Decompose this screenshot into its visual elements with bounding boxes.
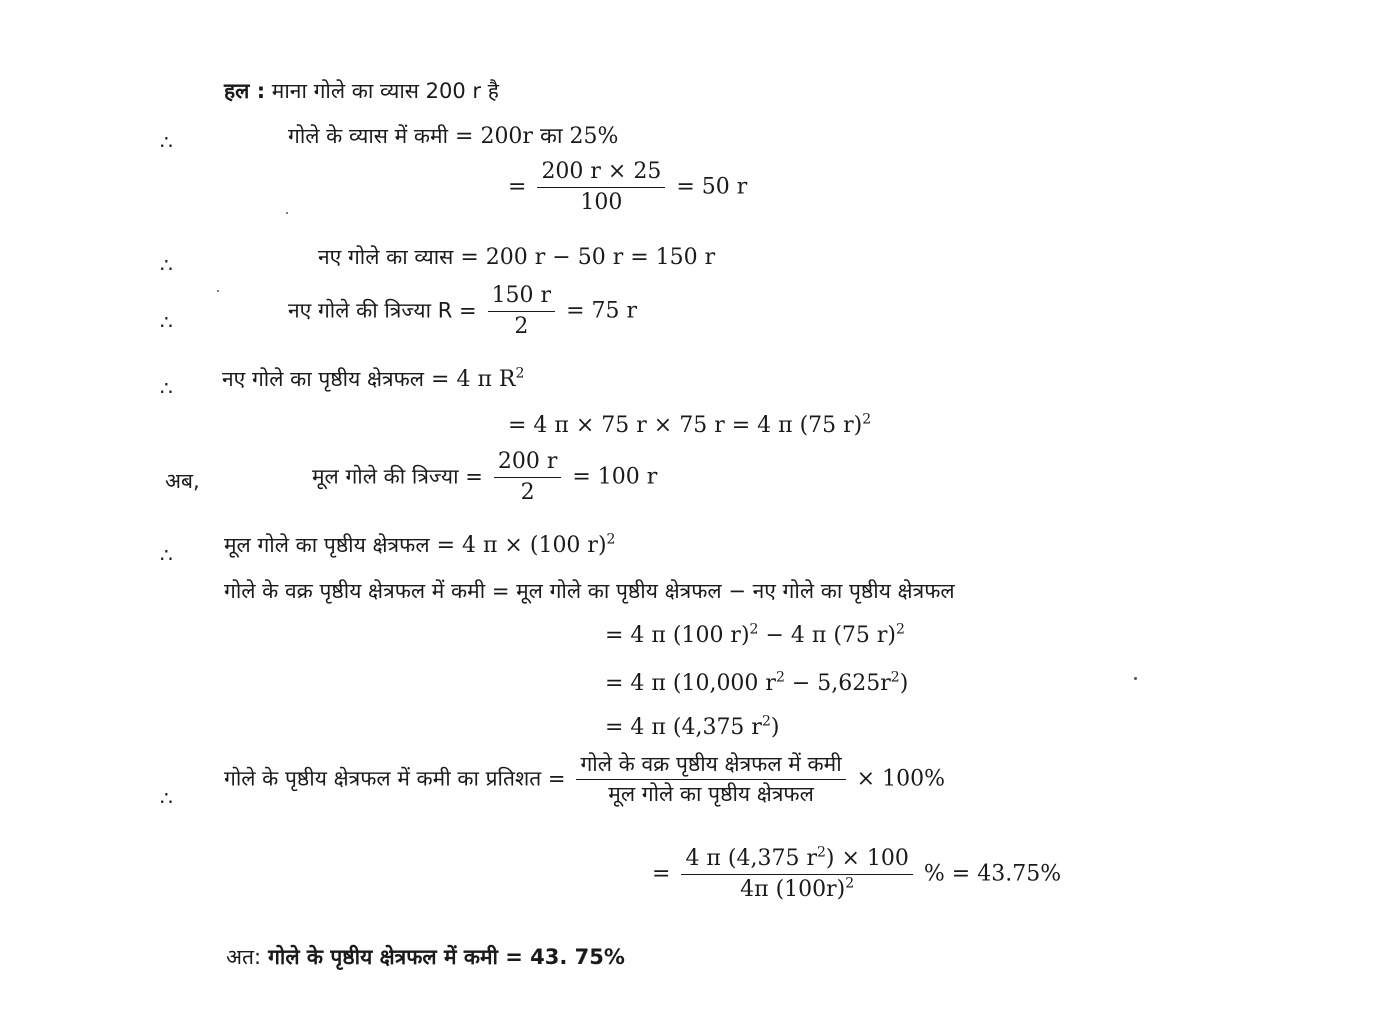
therefore-symbol: ∴	[160, 310, 173, 334]
fraction: $\frac{200 r}{2}$	[494, 450, 562, 505]
now-label: अब,	[165, 469, 200, 493]
step-new-diameter: नए गोले का व्यास = 200 r − 50 r = 150 r	[318, 245, 716, 270]
step-original-radius: मूल गोले की त्रिज्या = $\frac{200 r}{2}$ = 100 r	[312, 449, 658, 506]
step-difference-result: = 4 π (4,375 $r^2$)	[605, 713, 780, 740]
step-new-surface-area: नए गोले का पृष्ठीय क्षेत्रफल = 4 π $R^2$	[222, 365, 525, 392]
intro-text: माना गोले का व्यास 200 r है	[271, 79, 499, 103]
fraction: $\frac{150 r}{2}$	[488, 284, 556, 339]
scan-speck	[217, 290, 219, 292]
step-difference: = 4 π (100 r)$^2$ − 4 π (75 r)$^2$	[605, 621, 905, 648]
final-answer: अत: गोले के पृष्ठीय क्षेत्रफल में कमी = 43. 75%	[226, 945, 625, 969]
fraction: $\frac{4 \pi (4,375 r^2) \times 100}{4\pi (100r)^2}$	[681, 847, 912, 902]
solution-intro	[224, 80, 499, 103]
step-new-radius: नए गोले की त्रिज्या R = $\frac{150 r}{2}$ = 75 r	[288, 283, 638, 340]
solution-label: हल :	[224, 79, 266, 103]
therefore-symbol: ∴	[160, 543, 173, 567]
step-percentage-value: = $\frac{4 \pi (4,375 r^2) \times 100}{4\pi (100r)^2}$ % = 43.75%	[652, 844, 1062, 903]
therefore-symbol: ∴	[160, 130, 173, 154]
therefore-symbol: ∴	[160, 786, 173, 810]
step-diameter-decrease: गोले के व्यास में कमी = 200r का 25%	[288, 124, 619, 149]
fraction: $\frac{200 r \times 25}{100}$	[537, 160, 665, 215]
therefore-symbol: ∴	[160, 376, 173, 400]
therefore-symbol: ∴	[160, 253, 173, 277]
scan-speck	[286, 212, 288, 214]
step-diameter-fraction: = $\frac{200 r \times 25}{100}$ = 50 r	[508, 159, 748, 216]
step-curved-area-decrease: गोले के वक्र पृष्ठीय क्षेत्रफल में कमी = मूल गोले का पृष्ठीय क्षेत्रफल − नए गोले का पृष्ठीय क्षेत्रफल	[224, 579, 955, 603]
scan-speck	[1134, 677, 1137, 680]
fraction: $\frac{\text{गोले के वक्र पृष्ठीय क्षेत्रफल में कमी}}{\text{मूल गोले का पृष्ठीय क्षेत्रफल}}$	[576, 753, 845, 806]
step-percentage-formula: गोले के पृष्ठीय क्षेत्रफल में कमी का प्रतिशत = $\frac{\text{गोले के वक्र पृष्ठीय क्षेत्रफल में कमी}}{\text{मूल गोले का पृष्ठीय क्षेत्रफल}}$ × 100%	[224, 752, 945, 807]
step-original-surface-area: मूल गोले का पृष्ठीय क्षेत्रफल = 4 π × (100 r)$^2$	[224, 531, 616, 558]
step-new-surface-area-expanded: = 4 π × 75 r × 75 r = 4 π (75 r)$^2$	[508, 411, 872, 438]
step-difference-expanded: = 4 π (10,000 $r^2 - 5,625r^2$)	[605, 669, 909, 696]
